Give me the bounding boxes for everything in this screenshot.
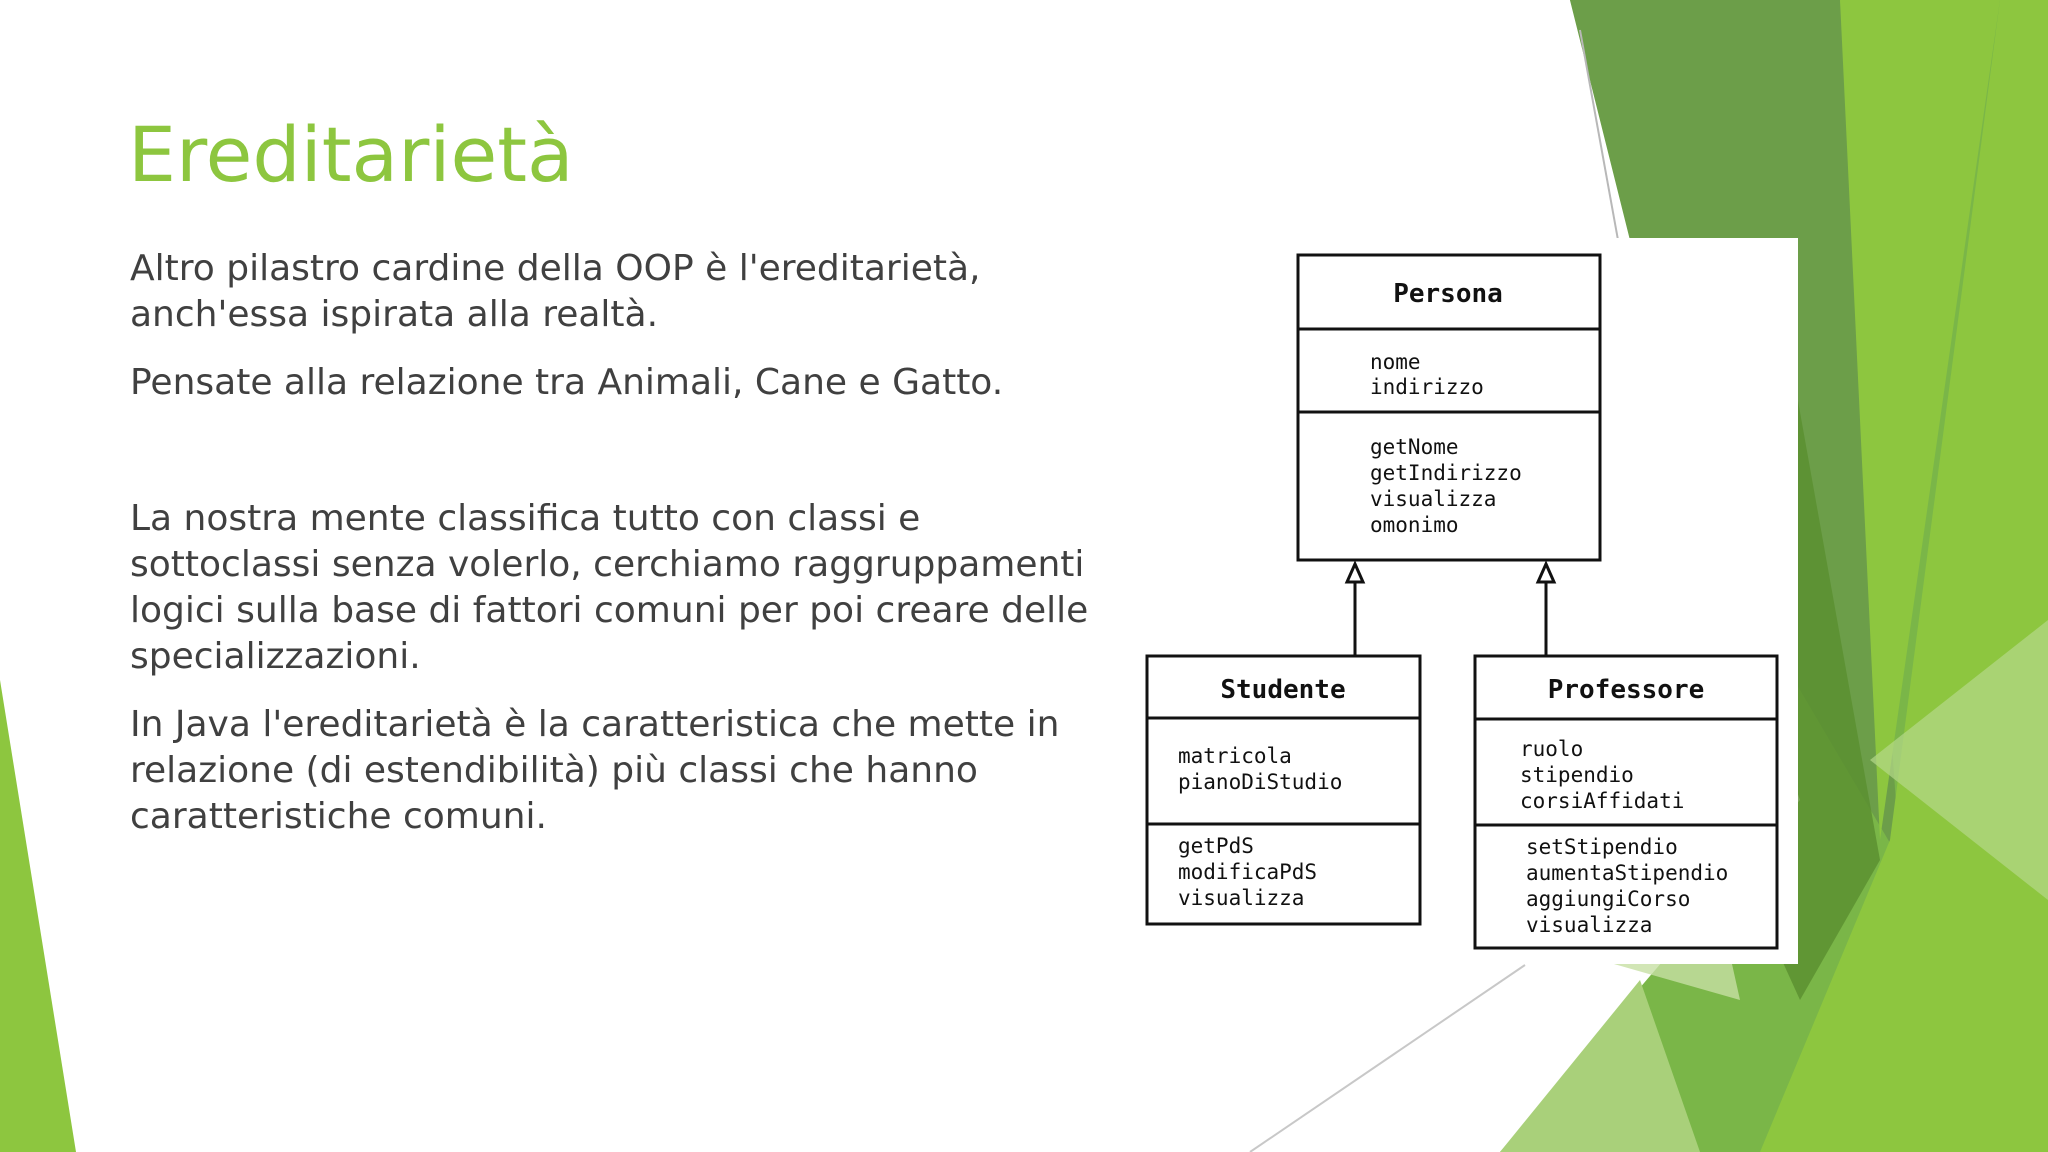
paragraph-4: In Java l'ereditarietà è la caratteristica che mette in relazione (di estendibilità) più classi che hanno caratteristiche comuni. xyxy=(130,704,1060,837)
professore-attr-2: stipendio xyxy=(1520,763,1634,787)
studente-method-3: visualizza xyxy=(1178,886,1305,910)
class-persona-name: Persona xyxy=(1393,279,1503,309)
uml-class-diagram xyxy=(1130,238,1798,964)
professore-attr-1: ruolo xyxy=(1520,737,1584,761)
professore-method-3: aggiungiCorso xyxy=(1526,887,1691,911)
persona-method-2: getIndirizzo xyxy=(1370,461,1522,485)
class-professore xyxy=(1475,656,1777,948)
persona-method-3: visualizza xyxy=(1370,487,1497,511)
paragraph-3: La nostra mente classifica tutto con classi e sottoclassi senza volerlo, cerchiamo raggruppamenti logici sulla base di fattori comuni per poi creare delle specializzazioni. xyxy=(130,498,1089,677)
persona-method-1: getNome xyxy=(1370,435,1459,459)
class-persona xyxy=(1298,255,1600,560)
inheritance-arrow-professore xyxy=(1538,564,1554,656)
studente-method-2: modificaPdS xyxy=(1178,860,1318,884)
professore-method-1: setStipendio xyxy=(1526,835,1678,859)
class-studente xyxy=(1147,656,1420,924)
professore-method-2: aumentaStipendio xyxy=(1526,861,1729,885)
paragraph-2: Pensate alla relazione tra Animali, Cane e Gatto. xyxy=(130,362,1004,403)
decor-line-2 xyxy=(1250,965,1525,1152)
paragraph-1: Altro pilastro cardine della OOP è l'ereditarietà, anch'essa ispirata alla realtà. xyxy=(130,248,981,335)
decor-left-wedge xyxy=(0,680,76,1152)
class-studente-name: Studente xyxy=(1220,675,1346,705)
slide-body xyxy=(130,246,1090,862)
persona-attr-2: indirizzo xyxy=(1370,375,1484,399)
studente-method-1: getPdS xyxy=(1178,834,1254,858)
professore-method-4: visualizza xyxy=(1526,913,1653,937)
professore-attr-3: corsiAffidati xyxy=(1520,789,1685,813)
persona-method-4: omonimo xyxy=(1370,513,1459,537)
slide-title: Ereditarietà xyxy=(128,110,574,199)
studente-attr-1: matricola xyxy=(1178,744,1292,768)
studente-attr-2: pianoDiStudio xyxy=(1178,770,1343,794)
inheritance-arrow-studente xyxy=(1347,564,1363,656)
persona-attr-1: nome xyxy=(1370,350,1421,374)
class-professore-name: Professore xyxy=(1547,675,1705,705)
uml-diagram-panel xyxy=(1130,238,1798,964)
